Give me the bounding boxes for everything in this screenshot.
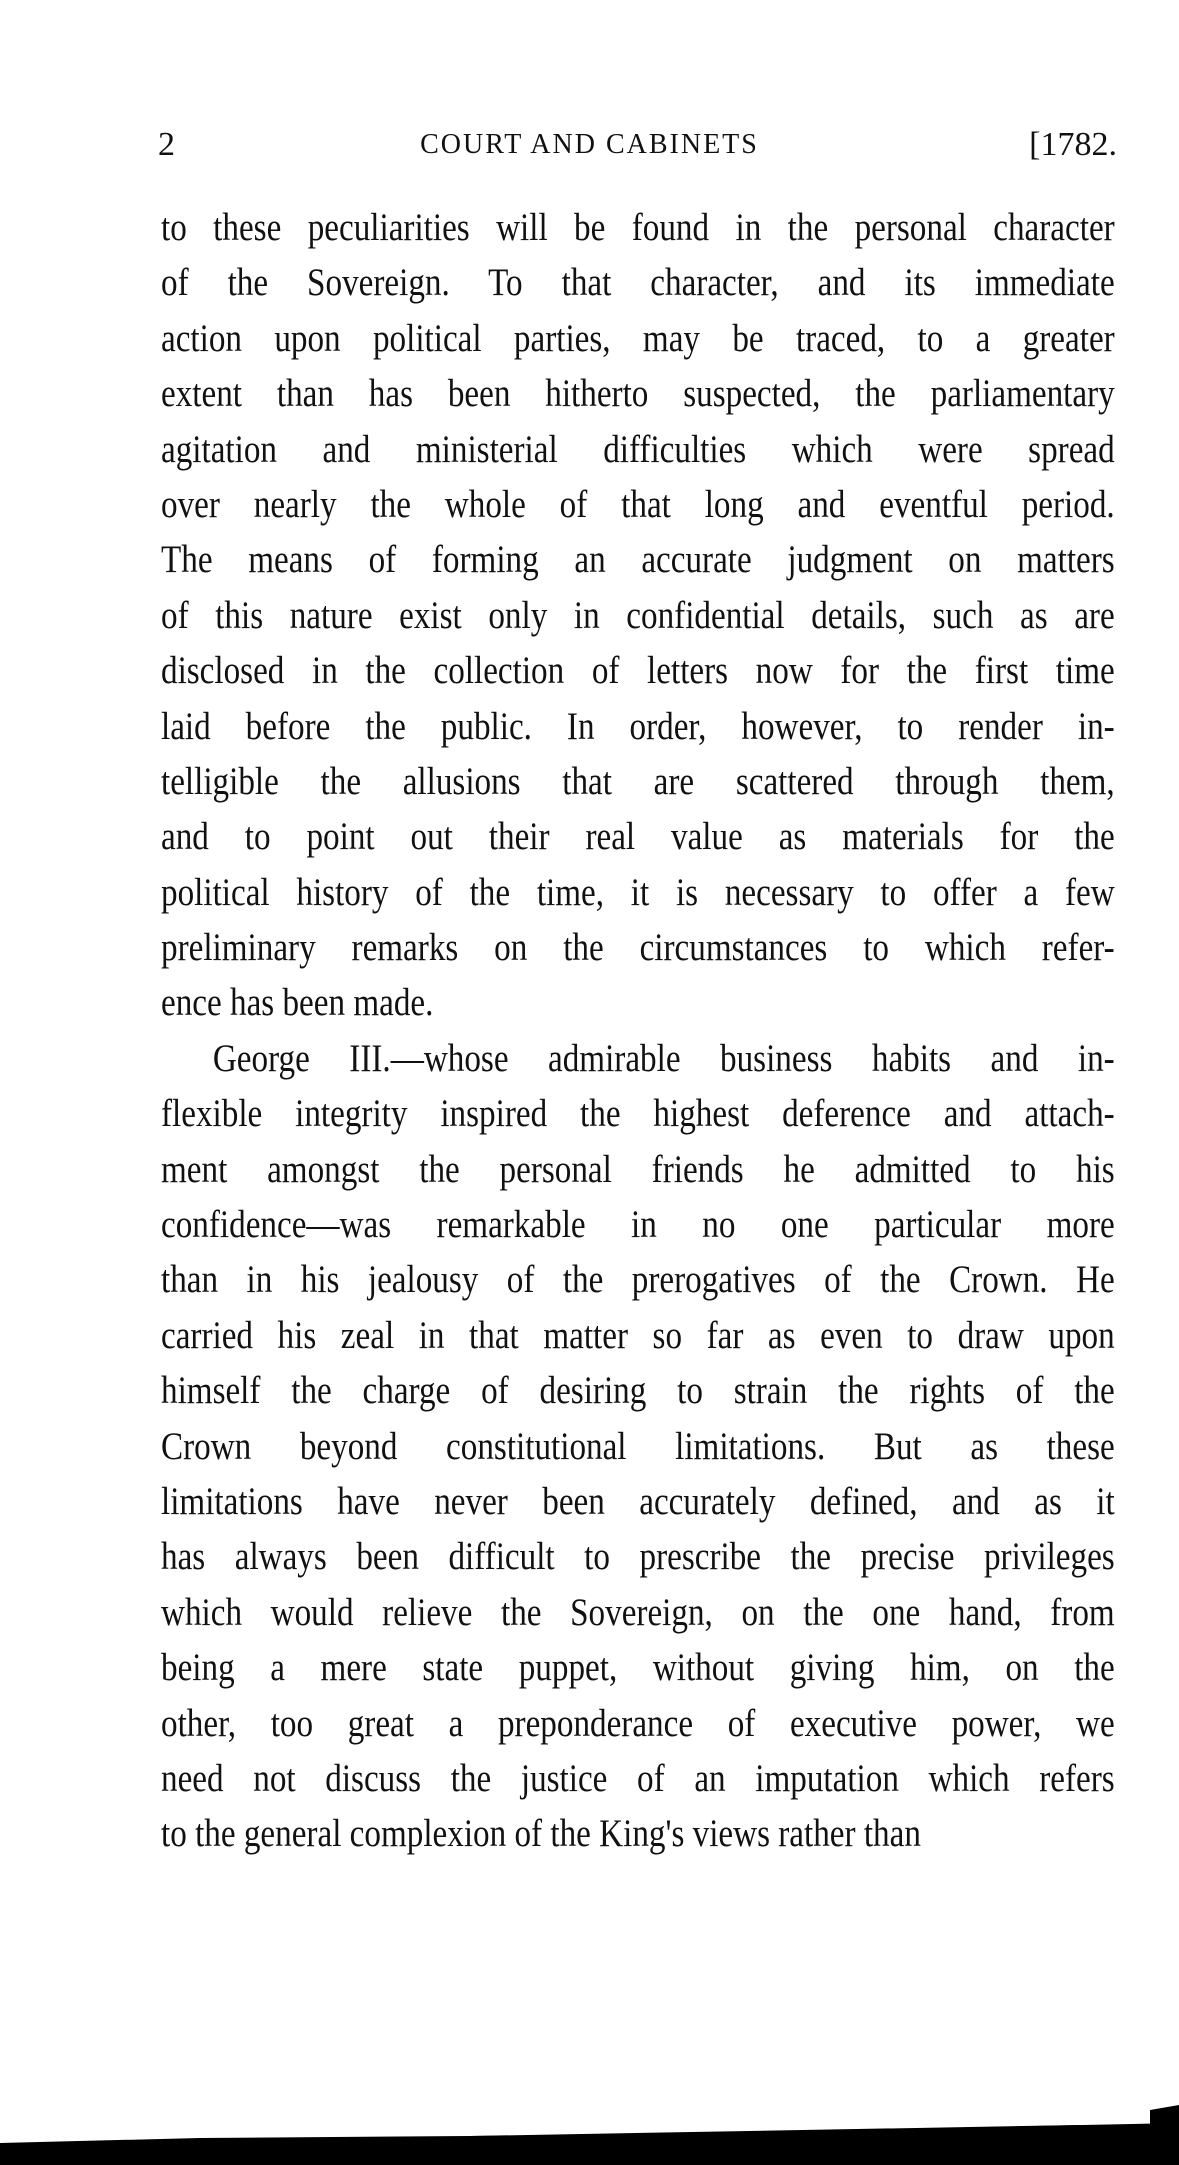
text-line: George III.—whose admirable business habits and in-	[212, 1036, 1115, 1080]
text-line: other, too great a preponderance of executive power, we	[161, 1701, 1115, 1745]
text-line: than in his jealousy of the prerogatives of the Crown. He	[161, 1258, 1115, 1302]
text-line: to the general complexion of the King's views rather than	[161, 1812, 921, 1856]
text-line: ment amongst the personal friends he admitted to his	[161, 1147, 1115, 1191]
text-line: confidence—was remarkable in no one particular more	[161, 1203, 1115, 1247]
text-line: telligible the allusions that are scattered through them,	[161, 759, 1115, 803]
text-line: to these peculiarities will be found in the personal character	[161, 206, 1115, 249]
body-text	[161, 200, 1115, 1862]
text-line: of this nature exist only in confidential details, such as are	[161, 593, 1115, 637]
text-line: of the Sovereign. To that character, and its immediate	[161, 261, 1115, 305]
text-line: preliminary remarks on the circumstances to which refer-	[161, 926, 1115, 970]
text-line: has always been difficult to prescribe the precise privileges	[161, 1535, 1115, 1579]
text-line: The means of forming an accurate judgment on matters	[161, 538, 1115, 582]
text-line: and to point out their real value as materials for the	[161, 815, 1115, 859]
text-line: need not discuss the justice of an imputation which refers	[161, 1756, 1115, 1800]
running-title: COURT AND CABINETS	[420, 129, 759, 160]
text-line: carried his zeal in that matter so far as even to draw upon	[161, 1313, 1115, 1357]
text-line: himself the charge of desiring to strain the rights of the	[161, 1369, 1115, 1413]
text-line: political history of the time, it is necessary to offer a few	[161, 870, 1115, 914]
page-number: 2	[158, 126, 175, 163]
text-line: disclosed in the collection of letters now for the first time	[161, 649, 1115, 693]
text-line: laid before the public. In order, however, to render in-	[161, 704, 1115, 748]
scan-edge-bar	[0, 2050, 1179, 2165]
text-line: extent than has been hitherto suspected, the parliamentary	[161, 372, 1115, 416]
text-line: flexible integrity inspired the highest deference and attach-	[161, 1092, 1115, 1136]
text-line: action upon political parties, may be traced, to a greater	[161, 316, 1115, 360]
text-line: which would relieve the Sovereign, on the one hand, from	[161, 1590, 1115, 1634]
header-year: [1782.	[1029, 126, 1117, 163]
text-line: over nearly the whole of that long and eventful period.	[161, 482, 1115, 526]
text-line: ence has been made.	[161, 981, 434, 1025]
text-line: limitations have never been accurately defined, and as it	[161, 1479, 1115, 1523]
text-line: Crown beyond constitutional limitations. But as these	[161, 1424, 1115, 1468]
text-line: being a mere state puppet, without giving him, on the	[161, 1646, 1115, 1690]
text-line: agitation and ministerial difficulties which were spread	[161, 427, 1115, 471]
